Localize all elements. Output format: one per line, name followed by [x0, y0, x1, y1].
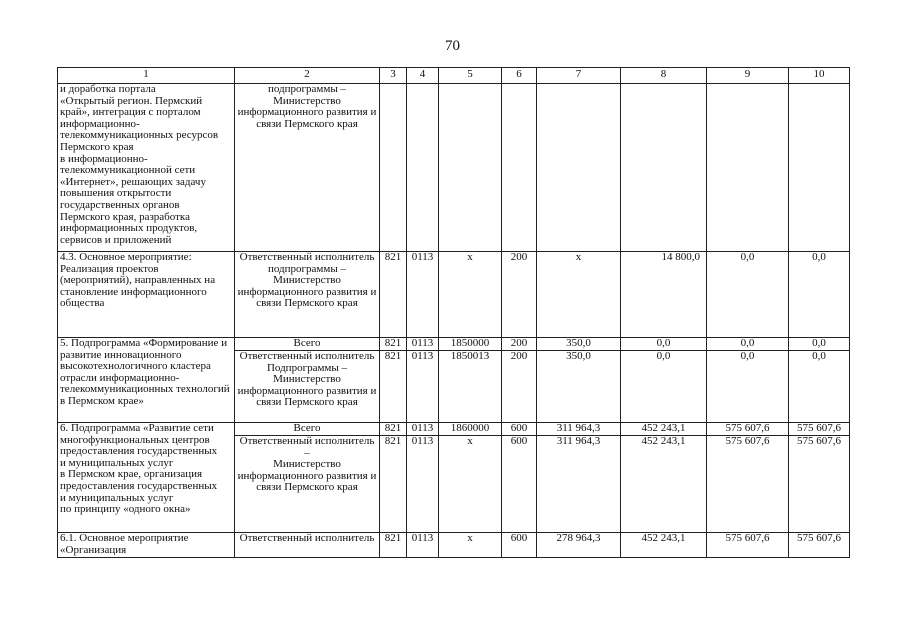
cell-year1	[537, 84, 621, 252]
cell-year1: 311 964,3	[537, 423, 621, 436]
page-number: 70	[445, 38, 460, 54]
cell-name: 4.3. Основное мероприятие: Реализация проектов (мероприятий), направленных на становление информационного общества	[58, 252, 235, 338]
cell-rz: 0113	[407, 423, 439, 436]
table-row	[58, 423, 850, 436]
table-row	[58, 533, 850, 558]
cell-csr: 1850013	[439, 351, 502, 423]
col-header: 8	[621, 68, 707, 84]
col-header: 9	[707, 68, 789, 84]
cell-vr: 200	[502, 351, 537, 423]
cell-name: и доработка портала «Открытый регион. Пермский край», интеграция с порталом информационно- телекоммуникационных ресурсов Пермского края в информационно- телекоммуникационной сети «Интернет», решающих задачу повышения открытости государственных органов Пермского края, разработка информационных продуктов, сервисов и приложений	[58, 84, 235, 252]
cell-year3	[707, 84, 789, 252]
cell-executor: Ответственный исполнитель подпрограммы – Министерство информационного развития и связи Пермского края	[235, 252, 380, 338]
cell-year2: 0,0	[621, 338, 707, 351]
cell-executor: Ответственный исполнитель Подпрограммы – Министерство информационного развития и связи Пермского края	[235, 351, 380, 423]
cell-vr	[502, 84, 537, 252]
cell-executor: Ответственный исполнитель – Министерство информационного развития и связи Пермского края	[235, 436, 380, 533]
col-header: 2	[235, 68, 380, 84]
cell-name: 6.1. Основное мероприятие «Организация	[58, 533, 235, 558]
cell-grbs: 821	[380, 351, 407, 423]
cell-grbs: 821	[380, 423, 407, 436]
cell-csr	[439, 84, 502, 252]
cell-executor: Ответственный исполнитель	[235, 533, 380, 558]
cell-grbs	[380, 84, 407, 252]
cell-grbs: 821	[380, 436, 407, 533]
cell-csr: x	[439, 436, 502, 533]
col-header: 1	[58, 68, 235, 84]
cell-vr: 200	[502, 252, 537, 338]
cell-year3: 575 607,6	[707, 533, 789, 558]
cell-executor: Всего	[235, 338, 380, 351]
cell-executor: подпрограммы – Министерство информационного развития и связи Пермского края	[235, 84, 380, 252]
col-header: 7	[537, 68, 621, 84]
cell-rz	[407, 84, 439, 252]
cell-year2: 452 243,1	[621, 423, 707, 436]
cell-grbs: 821	[380, 252, 407, 338]
cell-year2: 14 800,0	[621, 252, 707, 338]
cell-name: 5. Подпрограмма «Формирование и развитие инновационного высокотехнологичного кластера отрасли информационно- телекоммуникационных технологий в Пермском крае»	[58, 338, 235, 423]
cell-year1: 278 964,3	[537, 533, 621, 558]
cell-vr: 200	[502, 338, 537, 351]
cell-year4: 575 607,6	[789, 533, 850, 558]
cell-year1: 350,0	[537, 351, 621, 423]
header-row	[58, 68, 850, 84]
col-header: 5	[439, 68, 502, 84]
col-header: 3	[380, 68, 407, 84]
cell-year4: 0,0	[789, 351, 850, 423]
cell-year4: 0,0	[789, 252, 850, 338]
cell-csr: 1860000	[439, 423, 502, 436]
cell-name: 6. Подпрограмма «Развитие сети многофункциональных центров предоставления государственных и муниципальных услуг в Пермском крае, организация предоставления государственных и муниципальных услуг по принципу «одного окна»	[58, 423, 235, 533]
cell-executor: Всего	[235, 423, 380, 436]
cell-csr: x	[439, 533, 502, 558]
col-header: 4	[407, 68, 439, 84]
cell-year2: 0,0	[621, 351, 707, 423]
cell-rz: 0113	[407, 252, 439, 338]
cell-rz: 0113	[407, 436, 439, 533]
cell-csr: 1850000	[439, 338, 502, 351]
cell-year3: 0,0	[707, 338, 789, 351]
cell-rz: 0113	[407, 338, 439, 351]
cell-vr: 600	[502, 533, 537, 558]
cell-rz: 0113	[407, 533, 439, 558]
cell-rz: 0113	[407, 351, 439, 423]
cell-year4: 575 607,6	[789, 436, 850, 533]
col-header: 6	[502, 68, 537, 84]
cell-year3: 575 607,6	[707, 423, 789, 436]
cell-year3: 0,0	[707, 252, 789, 338]
cell-year4: 0,0	[789, 338, 850, 351]
cell-year3: 575 607,6	[707, 436, 789, 533]
table-row	[58, 252, 850, 338]
col-header: 10	[789, 68, 850, 84]
cell-year4: 575 607,6	[789, 423, 850, 436]
cell-year4	[789, 84, 850, 252]
cell-grbs: 821	[380, 338, 407, 351]
cell-year1: x	[537, 252, 621, 338]
cell-csr: x	[439, 252, 502, 338]
cell-year2: 452 243,1	[621, 533, 707, 558]
cell-year1: 350,0	[537, 338, 621, 351]
cell-year2: 452 243,1	[621, 436, 707, 533]
cell-vr: 600	[502, 436, 537, 533]
cell-year1: 311 964,3	[537, 436, 621, 533]
cell-grbs: 821	[380, 533, 407, 558]
cell-year2	[621, 84, 707, 252]
budget-table	[57, 67, 850, 558]
cell-vr: 600	[502, 423, 537, 436]
table-row	[58, 84, 850, 252]
table-row	[58, 338, 850, 351]
cell-year3: 0,0	[707, 351, 789, 423]
